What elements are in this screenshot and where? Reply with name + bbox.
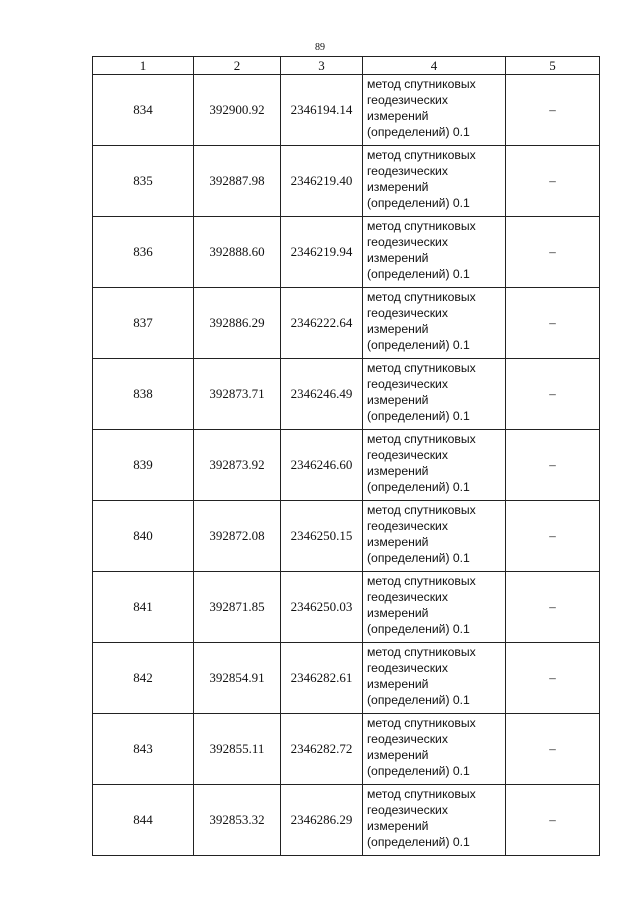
method-cell: метод спутниковых геодезических измерений (определений) 0.1	[363, 146, 506, 217]
method-cell: метод спутниковых геодезических измерений (определений) 0.1	[363, 501, 506, 572]
column-5-cell: –	[506, 501, 600, 572]
table-row	[93, 572, 600, 643]
column-5-cell: –	[506, 217, 600, 288]
column-5-cell: –	[506, 643, 600, 714]
method-cell: метод спутниковых геодезических измерений (определений) 0.1	[363, 288, 506, 359]
method-cell: метод спутниковых геодезических измерений (определений) 0.1	[363, 430, 506, 501]
table-row	[93, 146, 600, 217]
x-coordinate-cell: 392873.92	[194, 430, 281, 501]
column-5-cell: –	[506, 785, 600, 856]
table-row	[93, 217, 600, 288]
coordinates-table	[92, 56, 600, 856]
column-5-cell: –	[506, 75, 600, 146]
x-coordinate-cell: 392873.71	[194, 359, 281, 430]
column-header-3: 3	[281, 57, 363, 75]
x-coordinate-cell: 392900.92	[194, 75, 281, 146]
x-coordinate-cell: 392853.32	[194, 785, 281, 856]
x-coordinate-cell: 392887.98	[194, 146, 281, 217]
table-row	[93, 643, 600, 714]
column-header-2: 2	[194, 57, 281, 75]
method-cell: метод спутниковых геодезических измерений (определений) 0.1	[363, 217, 506, 288]
point-number-cell: 842	[93, 643, 194, 714]
y-coordinate-cell: 2346219.94	[281, 217, 363, 288]
column-header-4: 4	[363, 57, 506, 75]
table-body	[93, 75, 600, 856]
point-number-cell: 838	[93, 359, 194, 430]
method-cell: метод спутниковых геодезических измерений (определений) 0.1	[363, 714, 506, 785]
table-row	[93, 785, 600, 856]
point-number-cell: 835	[93, 146, 194, 217]
point-number-cell: 841	[93, 572, 194, 643]
x-coordinate-cell: 392855.11	[194, 714, 281, 785]
y-coordinate-cell: 2346219.40	[281, 146, 363, 217]
point-number-cell: 836	[93, 217, 194, 288]
column-5-cell: –	[506, 714, 600, 785]
method-cell: метод спутниковых геодезических измерений (определений) 0.1	[363, 572, 506, 643]
table-row	[93, 359, 600, 430]
point-number-cell: 837	[93, 288, 194, 359]
y-coordinate-cell: 2346286.29	[281, 785, 363, 856]
table-row	[93, 288, 600, 359]
method-cell: метод спутниковых геодезических измерений (определений) 0.1	[363, 75, 506, 146]
x-coordinate-cell: 392888.60	[194, 217, 281, 288]
table-row	[93, 501, 600, 572]
y-coordinate-cell: 2346282.72	[281, 714, 363, 785]
x-coordinate-cell: 392886.29	[194, 288, 281, 359]
method-cell: метод спутниковых геодезических измерений (определений) 0.1	[363, 359, 506, 430]
point-number-cell: 834	[93, 75, 194, 146]
point-number-cell: 844	[93, 785, 194, 856]
y-coordinate-cell: 2346194.14	[281, 75, 363, 146]
point-number-cell: 839	[93, 430, 194, 501]
x-coordinate-cell: 392872.08	[194, 501, 281, 572]
column-header-1: 1	[93, 57, 194, 75]
page-number: 89	[315, 42, 325, 53]
point-number-cell: 843	[93, 714, 194, 785]
y-coordinate-cell: 2346222.64	[281, 288, 363, 359]
table-header-row	[93, 57, 600, 75]
column-5-cell: –	[506, 288, 600, 359]
y-coordinate-cell: 2346246.60	[281, 430, 363, 501]
column-header-5: 5	[506, 57, 600, 75]
method-cell: метод спутниковых геодезических измерений (определений) 0.1	[363, 785, 506, 856]
column-5-cell: –	[506, 430, 600, 501]
y-coordinate-cell: 2346250.15	[281, 501, 363, 572]
point-number-cell: 840	[93, 501, 194, 572]
x-coordinate-cell: 392871.85	[194, 572, 281, 643]
y-coordinate-cell: 2346250.03	[281, 572, 363, 643]
table-row	[93, 714, 600, 785]
table-row	[93, 430, 600, 501]
y-coordinate-cell: 2346246.49	[281, 359, 363, 430]
x-coordinate-cell: 392854.91	[194, 643, 281, 714]
column-5-cell: –	[506, 359, 600, 430]
method-cell: метод спутниковых геодезических измерений (определений) 0.1	[363, 643, 506, 714]
column-5-cell: –	[506, 146, 600, 217]
table-row	[93, 75, 600, 146]
column-5-cell: –	[506, 572, 600, 643]
y-coordinate-cell: 2346282.61	[281, 643, 363, 714]
